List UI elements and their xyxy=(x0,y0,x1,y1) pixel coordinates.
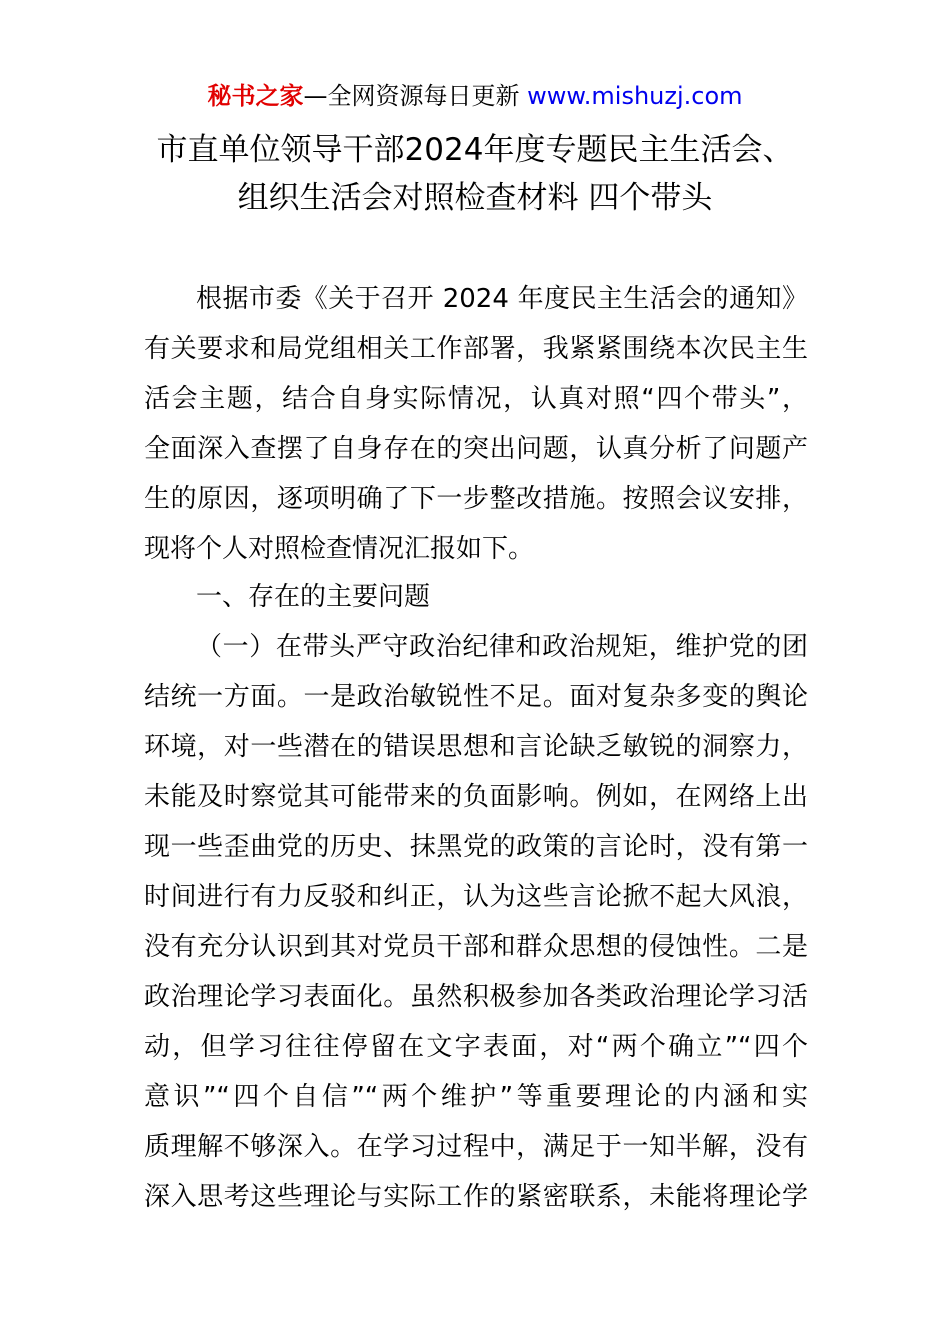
section-heading: 一、存在的主要问题 xyxy=(196,582,431,612)
site-header xyxy=(0,80,950,112)
body-line: 结统一方面。一是政治敏锐性不足。面对复杂多变的舆论 xyxy=(144,682,808,712)
body-line: 意识”“四个自信”“两个维护”等重要理论的内涵和实 xyxy=(144,1082,808,1112)
site-brand: 秘书之家 xyxy=(207,82,304,110)
body-line: 深入思考这些理论与实际工作的紧密联系，未能将理论学 xyxy=(144,1182,808,1212)
body-line: 未能及时察觉其可能带来的负面影响。例如，在网络上出 xyxy=(144,782,808,812)
body-line: 动，但学习往往停留在文字表面，对“两个确立”“四个 xyxy=(144,1032,808,1062)
site-tagline: —全网资源每日更新 xyxy=(303,82,528,110)
body-line: 质理解不够深入。在学习过程中，满足于一知半解，没有 xyxy=(144,1132,808,1162)
body-line: 时间进行有力反驳和纠正，认为这些言论掀不起大风浪， xyxy=(144,882,808,912)
body-line: 全面深入查摆了自身存在的突出问题，认真分析了问题产 xyxy=(144,434,808,464)
body-line: 环境，对一些潜在的错误思想和言论缺乏敏锐的洞察力， xyxy=(144,732,808,762)
body-line: 现将个人对照检查情况汇报如下。 xyxy=(144,534,535,564)
site-url-link[interactable]: www.mishuzj.com xyxy=(527,82,743,110)
body-line: 活会主题，结合自身实际情况，认真对照“四个带头”， xyxy=(144,384,808,414)
body-line: 根据市委《关于召开 2024 年度民主生活会的通知》 xyxy=(196,284,808,314)
body-line: 生的原因，逐项明确了下一步整改措施。按照会议安排， xyxy=(144,484,808,514)
body-line: （一）在带头严守政治纪律和政治规矩，维护党的团 xyxy=(196,632,808,662)
body-line: 没有充分认识到其对党员干部和群众思想的侵蚀性。二是 xyxy=(144,932,808,962)
body-line: 现一些歪曲党的历史、抹黑党的政策的言论时，没有第一 xyxy=(144,832,808,862)
document-title-line-1: 市直单位领导干部2024年度专题民主生活会、 xyxy=(156,132,794,168)
body-line: 有关要求和局党组相关工作部署，我紧紧围绕本次民主生 xyxy=(144,334,808,364)
body-line: 政治理论学习表面化。虽然积极参加各类政治理论学习活 xyxy=(144,982,808,1012)
document-title-line-2: 组织生活会对照检查材料 四个带头 xyxy=(237,180,713,216)
